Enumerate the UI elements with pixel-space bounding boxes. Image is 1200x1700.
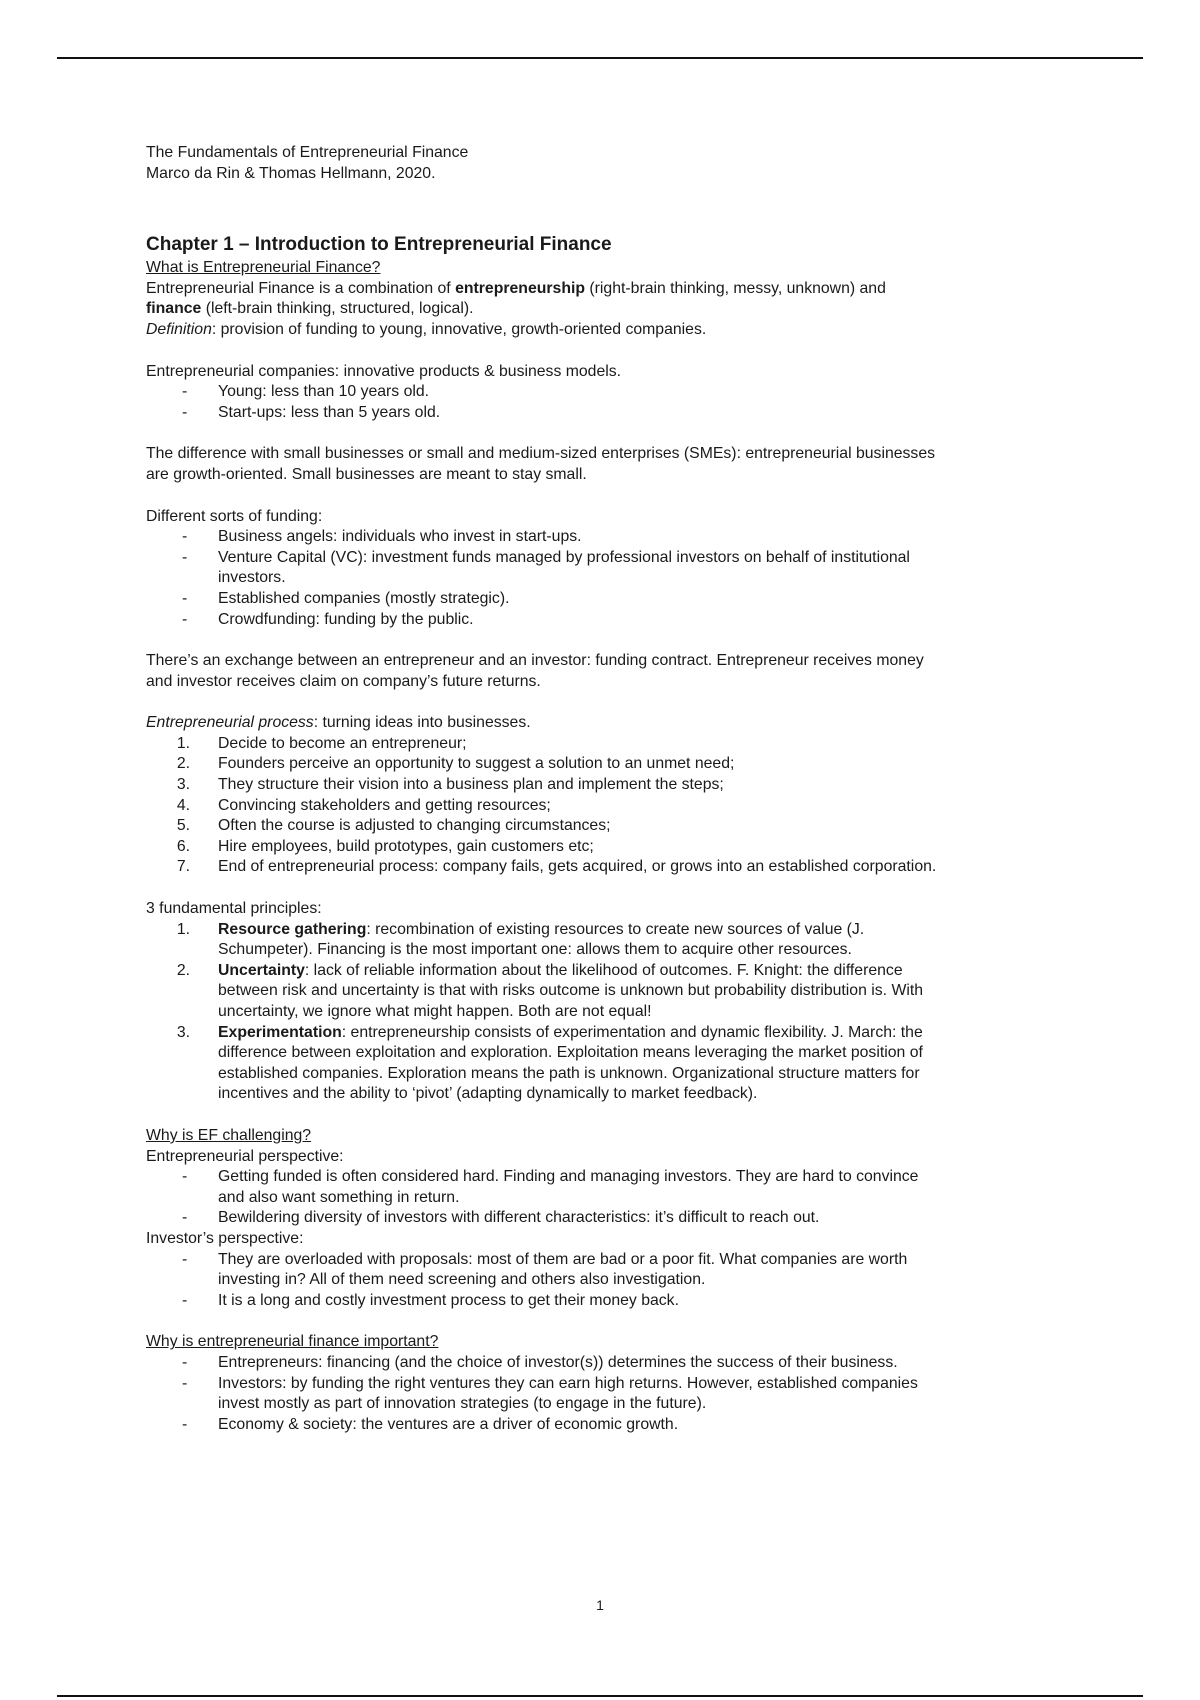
list-item: 2. Founders perceive an opportunity to suggest a solution to an unmet need; bbox=[176, 755, 735, 773]
list-item: - Entrepreneurs: financing (and the choice of investor(s)) determines the success of their business. bbox=[182, 1353, 898, 1371]
list-item: 3. They structure their vision into a business plan and implement the steps; bbox=[176, 776, 724, 794]
ef-combination-line-2: finance (left-brain thinking, structured, logical). bbox=[146, 300, 474, 318]
principles-list bbox=[146, 920, 1066, 1105]
entrepreneurial-perspective-label: Entrepreneurial perspective: bbox=[146, 1147, 344, 1165]
section-heading-challenging: Why is EF challenging? bbox=[146, 1126, 312, 1144]
companies-intro: Entrepreneurial companies: innovative products & business models. bbox=[146, 362, 622, 380]
process-intro: Entrepreneurial process: turning ideas into businesses. bbox=[146, 714, 531, 732]
list-item: - Venture Capital (VC): investment funds managed by professional investors on behalf of institutional investors. bbox=[182, 548, 910, 587]
investor-perspective-label: Investor’s perspective: bbox=[146, 1229, 304, 1247]
list-item: - Business angels: individuals who invest in start-ups. bbox=[182, 528, 582, 546]
exchange-line-2: and investor receives claim on company’s future returns. bbox=[146, 672, 541, 690]
list-item: 1. Resource gathering: recombination of existing resources to create new sources of value (J. Schumpeter). Financing is the most important one: allows them to acquire other resources. bbox=[176, 920, 865, 959]
process-list bbox=[146, 734, 1066, 878]
list-item: 2. Uncertainty: lack of reliable information about the likelihood of outcomes. F. Knight: the difference between risk and uncertainty is that with risks outcome is unknown but probability distribution is. With uncertainty, we ignore what might happen. Both are not equal! bbox=[176, 961, 924, 1020]
ef-combination-line-1: Entrepreneurial Finance is a combination of entrepreneurship (right-brain thinking, messy, unknown) and bbox=[146, 279, 886, 297]
section-heading-important: Why is entrepreneurial finance important? bbox=[146, 1333, 439, 1351]
companies-list bbox=[146, 382, 1066, 423]
exchange-line-1: There’s an exchange between an entrepreneur and an investor: funding contract. Entrepreneur receives money bbox=[146, 652, 924, 670]
list-item: - Investors: by funding the right ventures they can earn high returns. However, established companies invest mostly as part of innovation strategies (to engage in the future). bbox=[182, 1374, 918, 1413]
top-rule bbox=[57, 57, 1143, 59]
chapter-heading: Chapter 1 – Introduction to Entrepreneurial Finance bbox=[146, 234, 612, 256]
list-item: - Young: less than 10 years old. bbox=[182, 383, 430, 401]
bottom-rule bbox=[57, 1695, 1143, 1697]
entrepreneurial-perspective-list bbox=[146, 1167, 1066, 1229]
section-heading-what-is-ef: What is Entrepreneurial Finance? bbox=[146, 259, 381, 277]
list-item: 1. Decide to become an entrepreneur; bbox=[176, 734, 467, 752]
document-page bbox=[146, 143, 1066, 1435]
funding-list bbox=[146, 527, 1066, 630]
book-title: The Fundamentals of Entrepreneurial Finance bbox=[146, 144, 469, 161]
investor-perspective-list bbox=[146, 1250, 1066, 1312]
list-item: 6. Hire employees, build prototypes, gain customers etc; bbox=[176, 837, 594, 855]
ef-definition: Definition: provision of funding to young, innovative, growth-oriented companies. bbox=[146, 320, 707, 338]
list-item: 3. Experimentation: entrepreneurship consists of experimentation and dynamic flexibility. J. March: the difference between exploitation and exploration. Exploitation means leveraging the market position of established companies. Exploration means the path is unknown. Organizational structure matters for incentives and the ability to ‘pivot’ (adapting dynamically to market feedback). bbox=[176, 1023, 923, 1103]
importance-list bbox=[146, 1353, 1066, 1435]
sme-difference-line-2: are growth-oriented. Small businesses are meant to stay small. bbox=[146, 465, 587, 483]
list-item: 7. End of entrepreneurial process: company fails, gets acquired, or grows into an established corporation. bbox=[176, 858, 937, 876]
list-item: 4. Convincing stakeholders and getting resources; bbox=[176, 796, 551, 814]
list-item: - Established companies (mostly strategic). bbox=[182, 589, 510, 607]
book-authors: Marco da Rin & Thomas Hellmann, 2020. bbox=[146, 164, 436, 182]
page-number: 1 bbox=[596, 1597, 604, 1613]
principles-intro: 3 fundamental principles: bbox=[146, 900, 322, 918]
list-item: - Crowdfunding: funding by the public. bbox=[182, 610, 474, 628]
list-item: - It is a long and costly investment process to get their money back. bbox=[182, 1291, 679, 1309]
list-item: 5. Often the course is adjusted to changing circumstances; bbox=[176, 817, 611, 835]
list-item: - They are overloaded with proposals: most of them are bad or a poor fit. What companies are worth investing in? All of them need screening and others also investigation. bbox=[182, 1250, 908, 1289]
sme-difference-line-1: The difference with small businesses or small and medium-sized enterprises (SMEs): entrepreneurial businesses bbox=[146, 445, 936, 463]
list-item: - Economy & society: the ventures are a driver of economic growth. bbox=[182, 1415, 679, 1433]
funding-intro: Different sorts of funding: bbox=[146, 507, 323, 525]
list-item: - Getting funded is often considered hard. Finding and managing investors. They are hard to convince and also want something in return. bbox=[182, 1168, 919, 1206]
list-item: - Bewildering diversity of investors with different characteristics: it’s difficult to reach out. bbox=[182, 1209, 820, 1227]
list-item: - Start-ups: less than 5 years old. bbox=[182, 403, 441, 421]
